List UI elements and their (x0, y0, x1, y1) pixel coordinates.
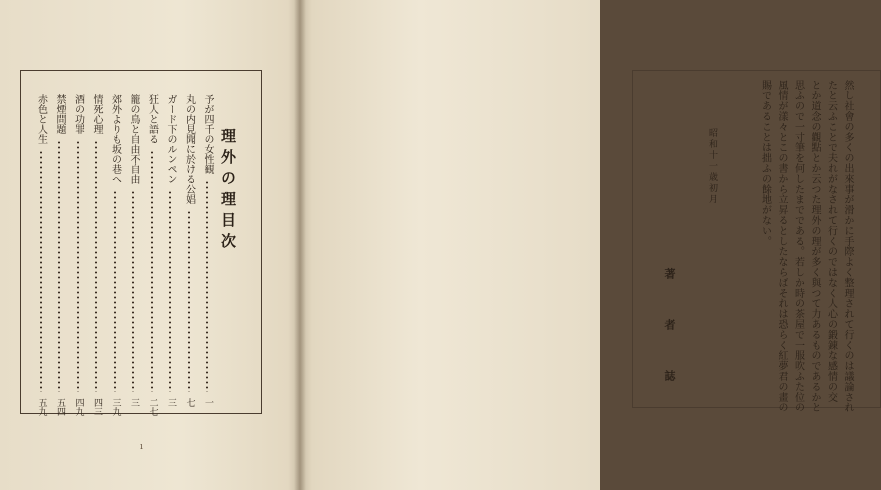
preface-line: 然し社會の多くの出來事が滑かに手際よく整理されて行くのは議論され (842, 80, 853, 413)
toc-leader-dots (132, 190, 134, 392)
preface-line: 思ふので一寸筆を何したまでである。若しか時の茶屋で一服吹ふた位の (792, 80, 804, 413)
toc-leader-dots (169, 190, 171, 392)
toc-leader-dots (95, 140, 97, 392)
toc-entry-title: ガード下のルンペン (165, 94, 176, 184)
toc-entry-page: 五四 (55, 398, 65, 416)
toc-entry-title: 丸の内見聞に於ける公娼 (183, 94, 195, 204)
toc-entry-title: 赤色と人生 (35, 94, 47, 144)
preface-line: たと云ふことで夫れがなされて行くのではなく人心の鍛錬な感情の交 (825, 80, 837, 403)
toc-entry-page: 五九 (36, 398, 47, 416)
left-page (0, 0, 298, 490)
toc-entry-title: 狂人と語る (146, 94, 158, 144)
toc-entry-title: 禁煙問題 (54, 94, 65, 134)
toc-entry-page: 一 (203, 398, 213, 407)
right-page (302, 0, 853, 490)
toc-entry-title: 予が四千の女性観 (202, 94, 213, 174)
preface-line: とか道念の觀點とか云つた理外の理が多く與つて力あるものであるかと (809, 80, 820, 413)
preface-line: 賜であることは拙ふの餘地がない。 (759, 80, 771, 247)
toc-entry-page: 三 (166, 398, 176, 407)
toc-entry-title: 籠の鳥と自由不自由 (128, 94, 139, 184)
toc-entry-page: 三九 (110, 398, 121, 416)
preface-signature: 著者誌 (663, 268, 676, 421)
page-mark: ı (140, 442, 143, 452)
toc-leader-dots (188, 210, 190, 392)
toc-entry-title: 情死心理 (91, 94, 102, 134)
toc-entry-title: 酒の功罪 (72, 94, 84, 134)
toc-entry-page: 二七 (147, 398, 158, 416)
toc-leader-dots (114, 190, 116, 392)
toc-leader-dots (206, 180, 208, 392)
toc-entry-page: 四九 (73, 398, 84, 416)
toc-title: 理外の理目次 (219, 128, 237, 254)
toc-leader-dots (58, 140, 60, 392)
toc-leader-dots (77, 140, 79, 392)
toc-entry-page: 三 (129, 398, 139, 407)
toc-entry-title: 郊外よりも坂の巷へ (109, 94, 121, 184)
preface-date: 昭和十一歳初月 (707, 128, 717, 205)
toc-leader-dots (40, 150, 42, 392)
toc-leader-dots (151, 150, 153, 392)
toc-entry-page: 四三 (92, 398, 102, 416)
toc-entry-page: 七 (184, 398, 195, 407)
preface-line: 風情が漾々とこの書から立昇るとしたならばそれは恐らく紅夢君の畫の (776, 80, 787, 413)
